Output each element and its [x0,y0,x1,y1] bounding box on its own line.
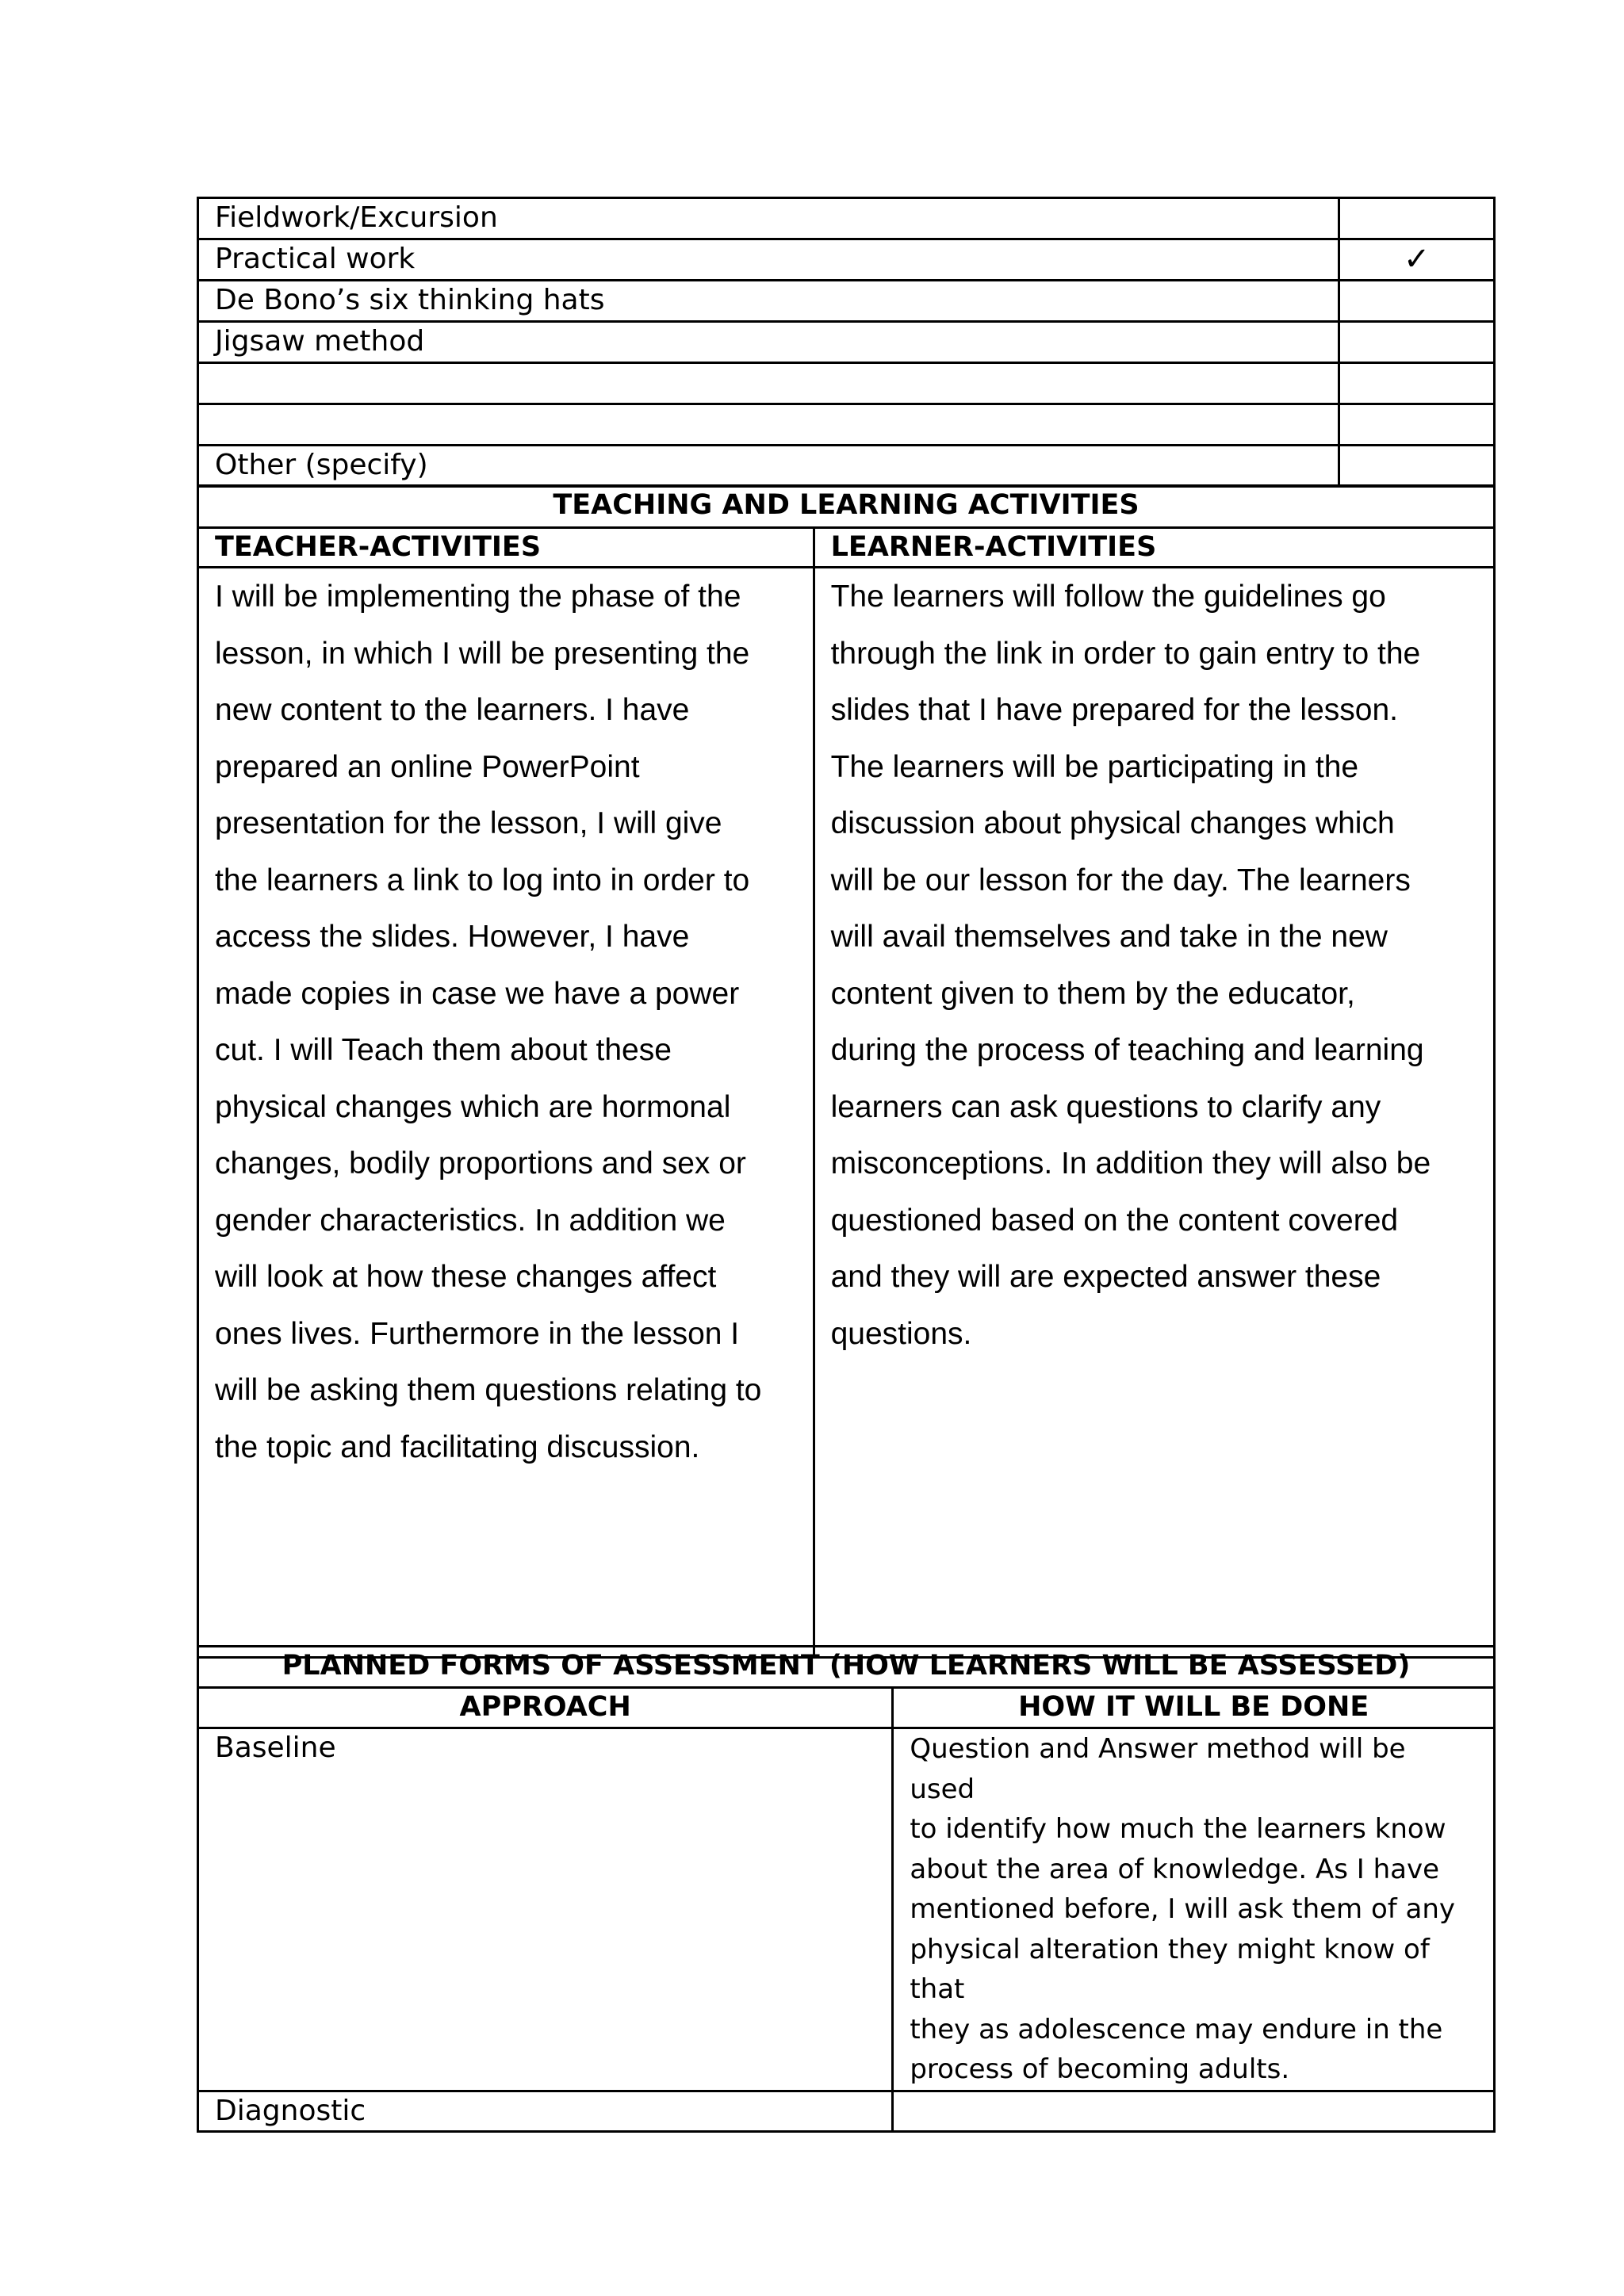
method-check-cell [1339,322,1495,363]
method-label: Fieldwork/Excursion [198,198,1339,239]
method-check-cell [1339,363,1495,404]
methods-table [197,197,1496,488]
method-label: Other (specify) [198,446,1339,487]
method-row [198,281,1495,322]
method-row [198,322,1495,363]
approach-heading: APPROACH [198,1688,893,1728]
learner-activities-text: The learners will follow the guidelines go through the link in order to gain entry to the slides that I have prepared for the lesson. The learners will be participating in the discussion about physical changes which will be our lesson for the day. The learners will avail themselves and take in the new content given to them by the educator, during the process of teaching and learning learners can ask questions to clarify any misconceptions. In addition they will also be questioned based on the content covered and they will are expected answer these questions. [830,580,1431,1351]
method-row [198,198,1495,239]
method-row [198,363,1495,404]
method-label [198,404,1339,446]
activities-table [197,484,1496,1659]
assessment-table [197,1645,1496,2133]
how-cell [893,1728,1495,2091]
method-label: Jigsaw method [198,322,1339,363]
method-label [198,363,1339,404]
assessment-title: PLANNED FORMS OF ASSESSMENT (HOW LEARNERS WILL BE ASSESSED) [198,1647,1495,1688]
checkmark-icon: ✓ [1339,239,1495,281]
how-text: Question and Answer method will be used to identify how much the learners know about the area of knowledge. As I have mentioned before, I will ask them of any physical alteration they might know of that they as adolescence may endure in the process of becoming adults. [910,1733,1456,2085]
how-heading: HOW IT WILL BE DONE [893,1688,1495,1728]
approach-cell: Baseline [198,1728,893,2091]
assessment-row [198,1728,1495,2091]
how-cell [893,2091,1495,2131]
method-row [198,239,1495,281]
method-row [198,404,1495,446]
method-label: Practical work [198,239,1339,281]
method-check-cell [1339,404,1495,446]
method-row [198,446,1495,487]
method-check-cell [1339,281,1495,322]
method-check-cell [1339,198,1495,239]
assessment-row [198,2091,1495,2131]
teacher-activities-cell [198,568,814,1658]
teacher-activities-text: I will be implementing the phase of the lesson, in which I will be presenting the new content to the learners. I have prepared an online PowerPoint presentation for the lesson, I will give the learners a link to log into in order to access the slides. However, I have made copies in case we have a power cut. I will Teach them about these physical changes which are hormonal changes, bodily proportions and sex or gender characteristics. In addition we will look at how these changes affect ones lives. Furthermore in the lesson I will be asking them questions relating to the topic and facilitating discussion. [215,580,762,1464]
teacher-activities-heading: TEACHER-ACTIVITIES [198,528,814,568]
learner-activities-heading: LEARNER-ACTIVITIES [814,528,1494,568]
method-check-cell [1339,446,1495,487]
approach-cell: Diagnostic [198,2091,893,2131]
method-label: De Bono’s six thinking hats [198,281,1339,322]
activities-title: TEACHING AND LEARNING ACTIVITIES [198,486,1495,528]
learner-activities-cell [814,568,1494,1658]
